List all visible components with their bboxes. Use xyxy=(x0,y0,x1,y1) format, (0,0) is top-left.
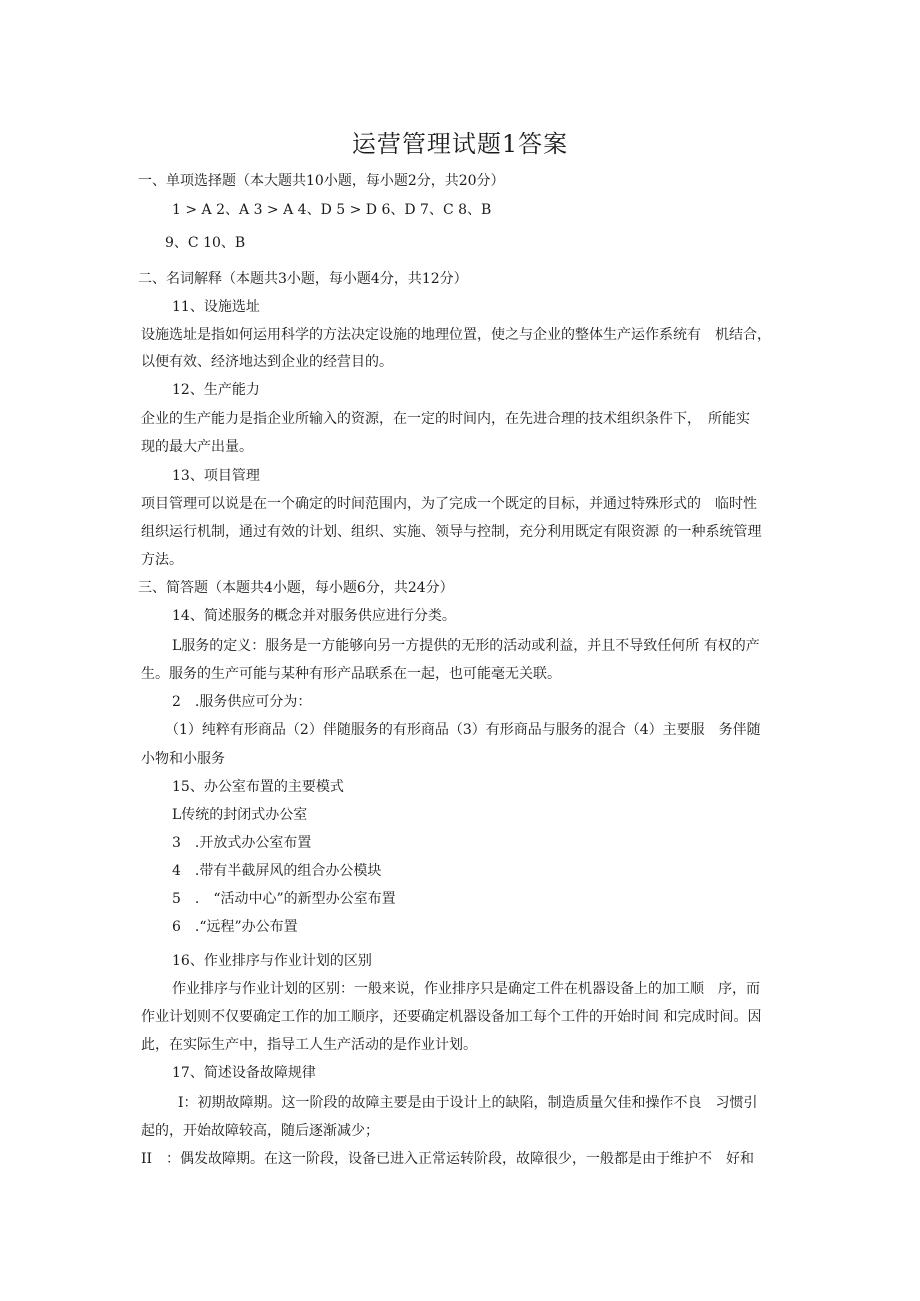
paragraph-line: 此，在实际生产中，指导工人生产活动的是作业计划。 xyxy=(141,1037,477,1053)
paragraph-line: 企业的生产能力是指企业所输入的资源，在一定的时间内，在先进合理的技术组织条件下， 所能实 xyxy=(141,411,750,427)
paragraph-line: 作业计划则不仅要确定工作的加工顺序，还要确定机器设备加工每个工件的开始时间 和完成时间。因 xyxy=(141,1009,762,1025)
paragraph-line: 作业排序与作业计划的区别：一般来说，作业排序只是确定工件在机器设备上的加工顺 序，而 xyxy=(172,981,760,997)
list-item: 3 .开放式办公室布置 xyxy=(172,835,312,851)
paragraph-line: Ⅰ：初期故障期。这一阶段的故障主要是由于设计上的缺陷，制造质量欠佳和操作不良 习惯引 xyxy=(178,1095,758,1111)
paragraph-line: 现的最大产出量。 xyxy=(141,439,253,455)
paragraph-line: 项目管理可以说是在一个确定的时间范围内，为了完成一个既定的目标，并通过特殊形式的 临时性 xyxy=(141,496,757,512)
question-heading: 16、作业排序与作业计划的区别 xyxy=(172,953,372,969)
paragraph-line: L服务的定义：服务是一方能够向另一方提供的无形的活动或利益，并且不导致任何所 有权的产 xyxy=(172,638,760,654)
answer-line: 1 > A 2、A 3 > A 4、D 5 > D 6、D 7、C 8、B xyxy=(172,202,492,218)
paragraph-line: 生。服务的生产可能与某种有形产品联系在一起，也可能毫无关联。 xyxy=(141,666,561,682)
section-heading: 三、简答题（本题共4小题，每小题6分，共24分） xyxy=(138,580,454,596)
list-item: 6 .“远程”办公布置 xyxy=(172,919,298,935)
question-heading: 11、设施选址 xyxy=(172,299,260,315)
question-heading: 15、办公室布置的主要模式 xyxy=(172,779,344,795)
question-heading: 14、简述服务的概念并对服务供应进行分类。 xyxy=(172,608,456,624)
question-heading: 17、简述设备故障规律 xyxy=(172,1065,316,1081)
list-item: 4 .带有半截屏风的组合办公模块 xyxy=(172,863,382,879)
list-item: L传统的封闭式办公室 xyxy=(172,807,308,823)
answer-line: 9、C 10、B xyxy=(165,235,246,251)
section-heading: 二、名词解释（本题共3小题，每小题4分，共12分） xyxy=(138,271,468,287)
question-heading: 13、项目管理 xyxy=(172,468,260,484)
question-heading: 12、生产能力 xyxy=(172,382,260,398)
paragraph-line: 2 .服务供应可分为： xyxy=(172,694,312,710)
paragraph-line: 方法。 xyxy=(141,552,183,568)
paragraph-line: 以便有效、经济地达到企业的经营目的。 xyxy=(141,354,393,370)
paragraph-line: 小物和小服务 xyxy=(141,751,225,767)
document-title: 运营管理试题1答案 xyxy=(351,130,569,158)
paragraph-line: II ：偶发故障期。在这一阶段，设备已进入正常运转阶段，故障很少，一般都是由于维护不 好和 xyxy=(141,1151,755,1167)
paragraph-line: 起的，开始故障较高，随后逐渐减少； xyxy=(141,1123,379,1139)
list-item: 5 . “活动中心”的新型办公室布置 xyxy=(172,891,396,907)
paragraph-line: 组织运行机制，通过有效的计划、组织、实施、领导与控制，充分利用既定有限资源 的一种系统管理 xyxy=(141,524,762,540)
section-heading: 一、单项选择题（本大题共10小题，每小题2分，共20分） xyxy=(138,173,505,189)
paragraph-line: 设施选址是指如何运用科学的方法决定设施的地理位置，使之与企业的整体生产运作系统有 机结合， xyxy=(141,327,771,343)
paragraph-line: （1）纯粹有形商品（2）伴随服务的有形商品（3）有形商品与服务的混合（4）主要服 务伴随 xyxy=(165,722,761,738)
